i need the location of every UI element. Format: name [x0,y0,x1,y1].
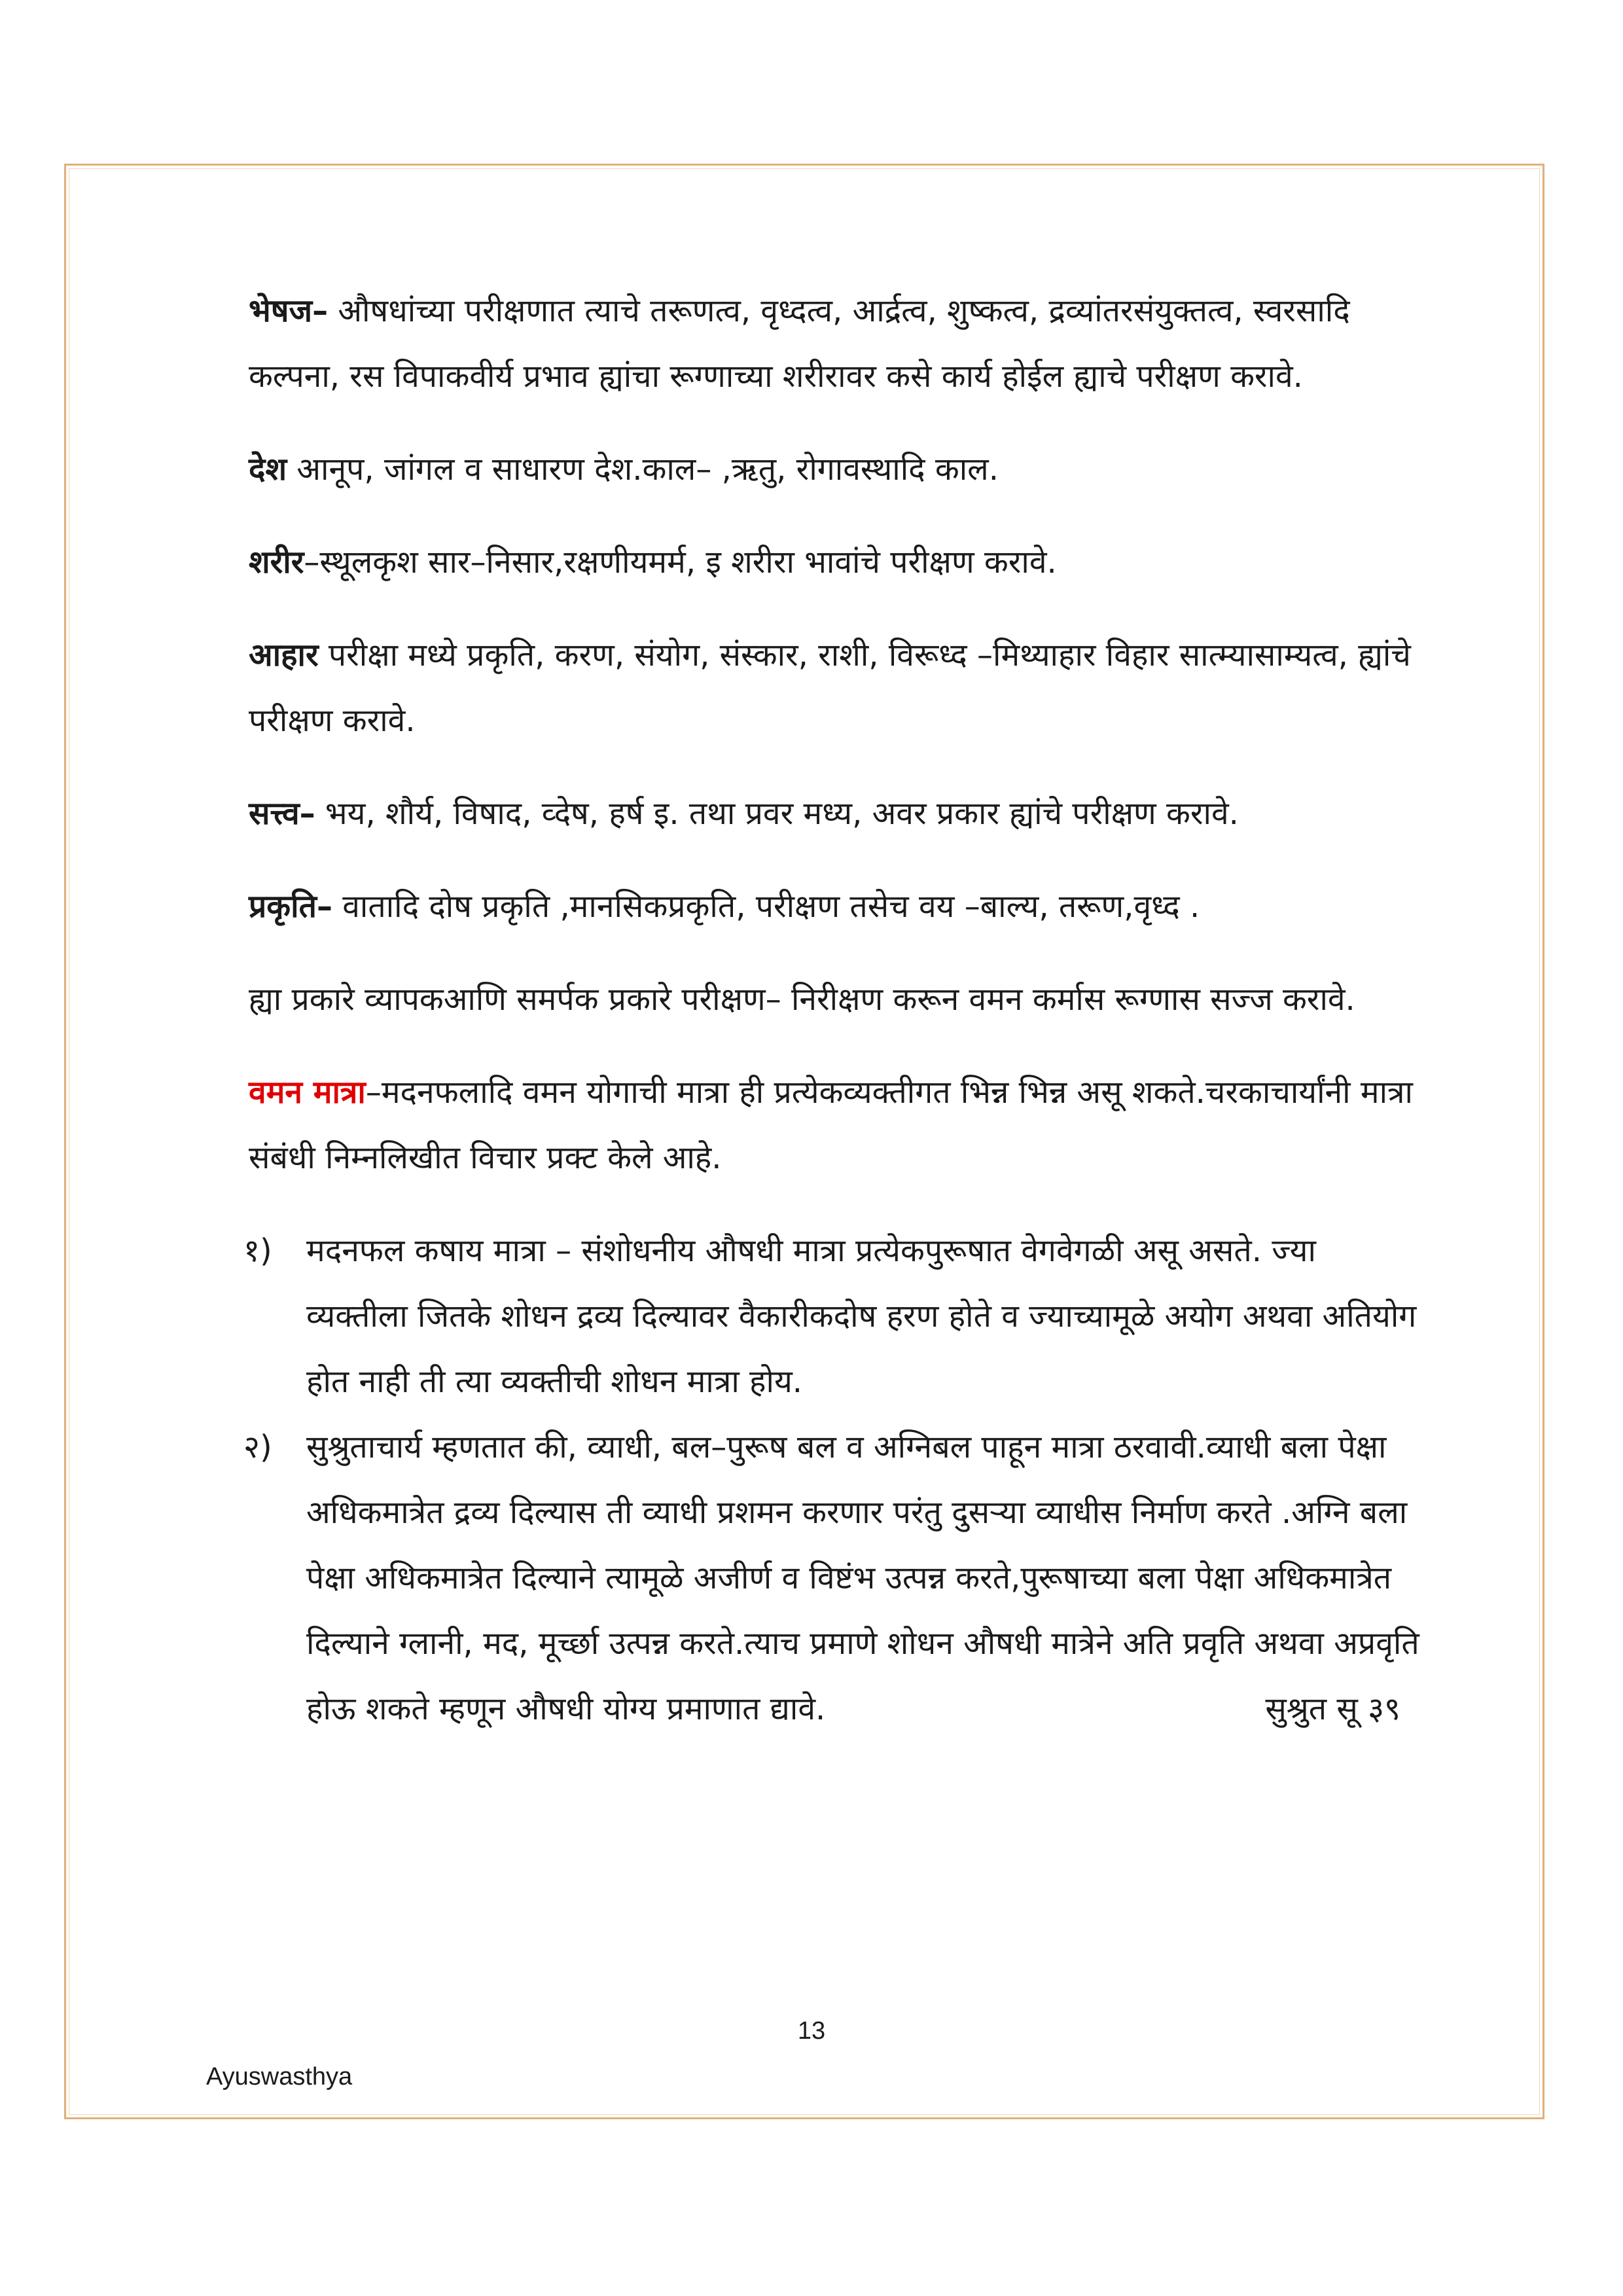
section-text: औषधांच्या परीक्षणात त्याचे तरूणत्व, वृध्दत्व, आर्द्रत्व, शुष्कत्व, द्रव्यांतरसंयुक्तत्व, स्वरसादि कल्पना, रस विपाकवीर्य प्रभाव ह्यांचा रूग्णाच्या शरीरावर कसे कार्य होईल ह्याचे परीक्षण करावे. [249,293,1350,395]
section-text: आनूप, जांगल व साधारण देश.काल– ,ऋतु, रोगावस्थादि काल. [287,451,999,488]
section-bheshaj [249,278,1427,409]
vaman-matra-heading: वमन मात्रा [249,1074,366,1111]
section-sharir [249,529,1427,595]
section-heading: प्रकृति– [249,888,332,925]
document-body [243,278,1427,1742]
section-heading: शरीर [249,544,304,581]
section-heading: सत्त्व– [249,795,315,832]
section-text: –स्थूलकृश सार–निसार,रक्षणीयमर्म, इ शरीरा भावांचे परीक्षण करावे. [304,544,1057,581]
section-desh [249,437,1427,502]
summary-paragraph: ह्या प्रकारे व्यापकआणि समर्पक प्रकारे परीक्षण– निरीक्षण करून वमन कर्मास रूग्णास सज्ज करावे. [249,981,1355,1018]
section-prakruti [249,874,1427,939]
citation: सुश्रुत सू ३९ [1265,1691,1400,1727]
list-item [243,1414,1427,1742]
page-number: 13 [797,2017,826,2045]
vaman-matra-text: –मदनफलादि वमन योगाची मात्रा ही प्रत्येकव्यक्तीगत भिन्न भिन्न असू शकते.चरकाचार्यांनी मात्रा संबंधी निम्नलिखीत विचार प्रक्ट केले आहे. [249,1074,1413,1176]
footer-label: Ayuswasthya [206,2063,353,2090]
section-heading: देश [249,451,287,488]
section-text: वातादि दोष प्रकृति ,मानसिकप्रकृति, परीक्षण तसेच वय –बाल्य, तरूण,वृध्द . [332,888,1200,925]
list-number: १) [243,1232,272,1269]
section-aahar [249,622,1427,753]
list-number: २) [243,1429,272,1465]
list-text: मदनफल कषाय मात्रा – संशोधनीय औषधी मात्रा प्रत्येकपुरूषात वेगवेगळी असू असते. ज्या व्यक्तीला जितके शोधन द्रव्य दिल्यावर वैकारीकदोष हरण होते व ज्याच्यामूळे अयोग अथवा अतियोग होत नाही ती त्या व्यक्तीची शोधन मात्रा होय. [306,1232,1417,1400]
vaman-matra-paragraph [249,1060,1427,1191]
section-text: परीक्षा मध्ये प्रकृति, करण, संयोग, संस्कार, राशी, विरूध्द –मिथ्याहार विहार सात्म्यासाम्यत्व, ह्यांचे परीक्षण करावे. [249,637,1411,739]
section-text: भय, शौर्य, विषाद, व्देष, हर्ष इ. तथा प्रवर मध्य, अवर प्रकार ह्यांचे परीक्षण करावे. [315,795,1239,832]
section-heading: आहार [249,637,319,673]
section-sattva [249,781,1427,846]
section-heading: भेषज– [249,293,329,329]
matra-list [243,1218,1427,1742]
list-item [243,1218,1427,1414]
list-text: सुश्रुताचार्य म्हणतात की, व्याधी, बल–पुरूष बल व अग्निबल पाहून मात्रा ठरवावी.व्याधी बला पेक्षा अधिकमात्रेत द्रव्य दिल्यास ती व्याधी प्रशमन करणार परंतु दुसऱ्या व्याधीस निर्माण करते .अग्नि बला पेक्षा अधिकमात्रेत दिल्याने त्यामूळे अजीर्ण व विष्टंभ उत्पन्न करते,पुरूषाच्या बला पेक्षा अधिकमात्रेत दिल्याने ग्लानी, मद, मूर्च्छा उत्पन्न करते.त्याच प्रमाणे शोधन औषधी मात्रेने अति प्रवृति अथवा अप्रवृति होऊ शकते म्हणून औषधी योग्य प्रमाणात द्यावे. [306,1429,1419,1727]
